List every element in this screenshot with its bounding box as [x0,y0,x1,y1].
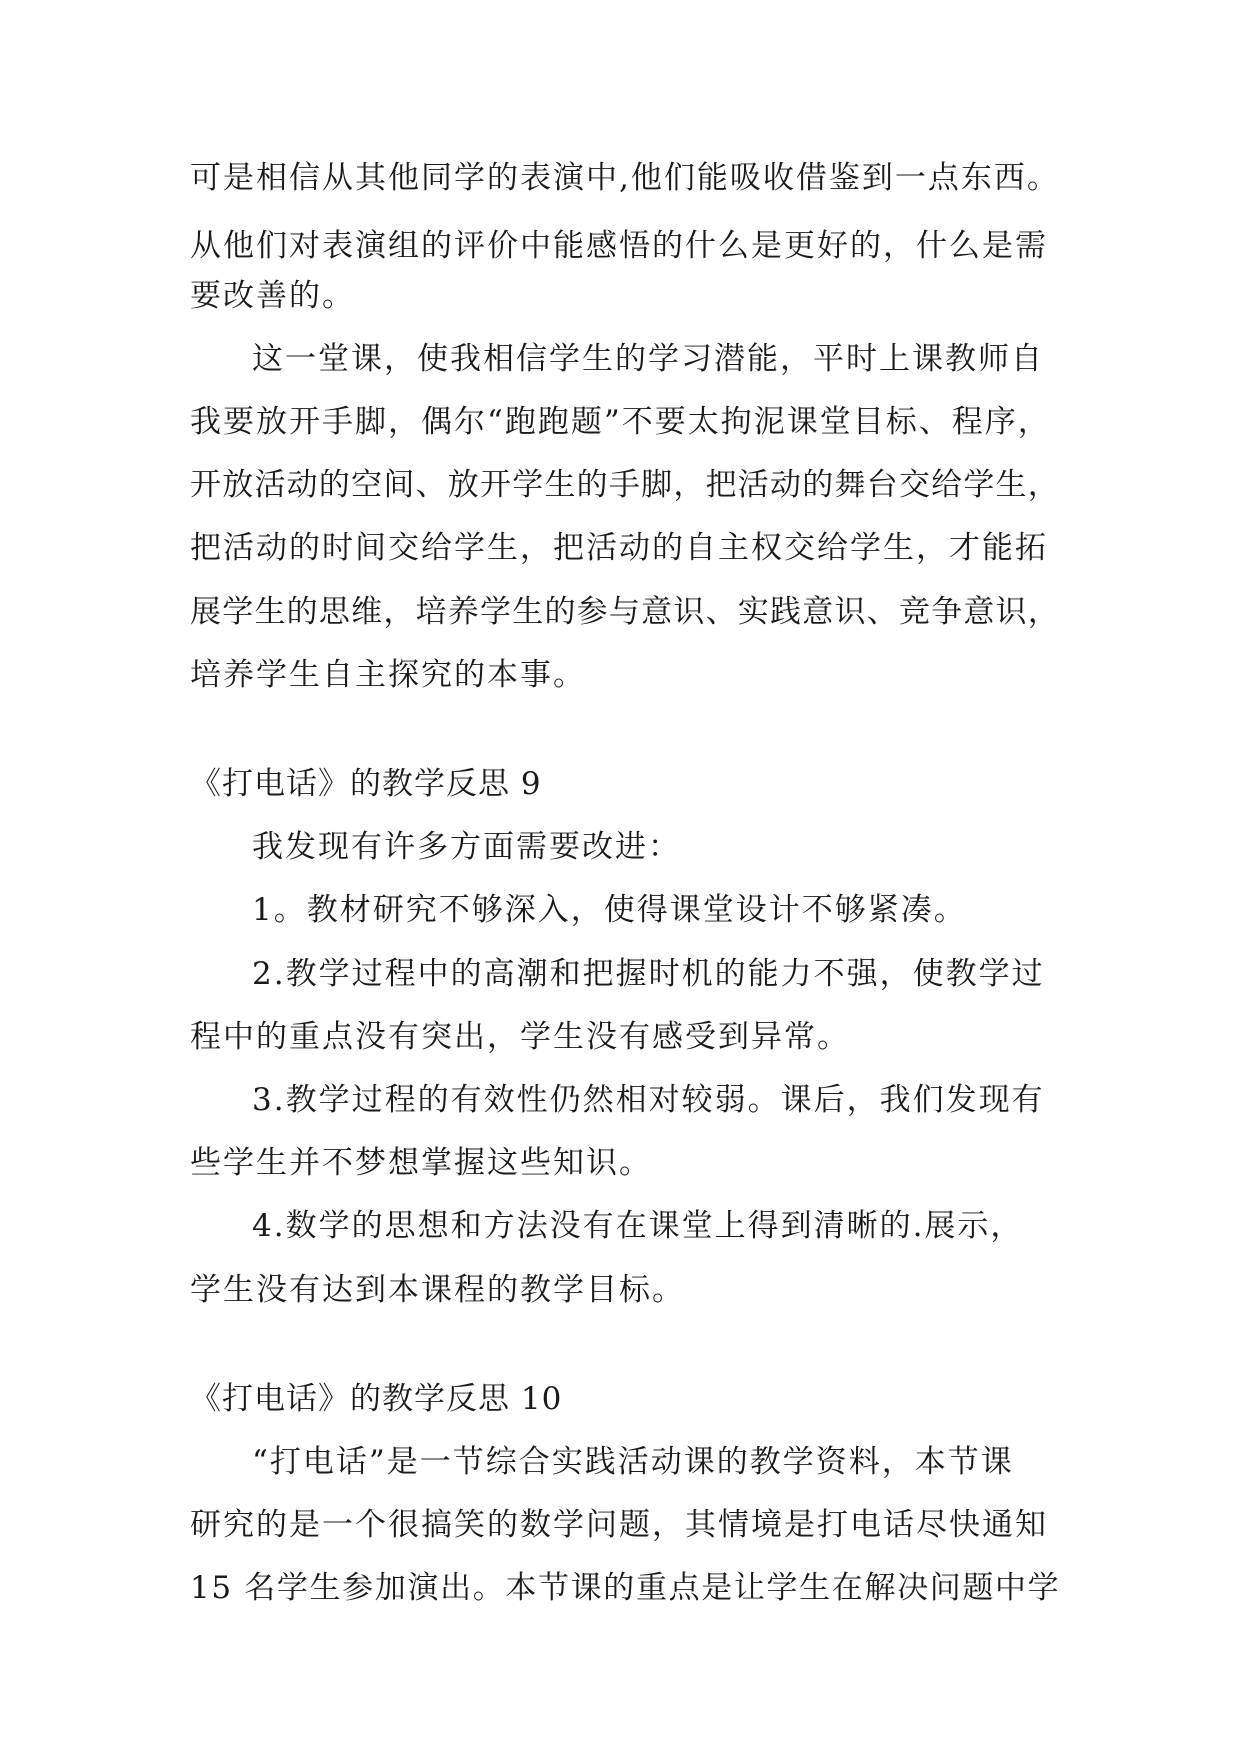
paragraph-line: 15 名学生参加演出。本节课的重点是让学生在解决问题中学 [190,1570,1061,1606]
list-item-3: 3.教学过程的有效性仍然相对较弱。课后，我们发现有 [252,1082,1045,1118]
paragraph-line: 培养学生自主探究的本事。 [190,657,586,693]
list-item-4-cont: 学生没有达到本课程的教学目标。 [190,1272,685,1308]
list-item-4: 4.数学的思想和方法没有在课堂上得到清晰的.展示， [252,1208,1024,1244]
section-heading-9: 《打电话》的教学反思 9 [190,766,542,802]
paragraph-line: “打电话”是一节综合实践活动课的教学资料，本节课 [252,1444,1014,1480]
paragraph-line: 我要放开手脚，偶尔“跑跑题”不要太拘泥课堂目标、程序， [190,404,1051,440]
paragraph-line: 研究的是一个很搞笑的数学问题，其情境是打电话尽快通知 [190,1507,1048,1543]
list-item-1: 1。教材研究不够深入，使得课堂设计不够紧凑。 [252,892,967,928]
list-item-3-cont: 些学生并不梦想掌握这些知识。 [190,1145,652,1181]
paragraph-line: 从他们对表演组的评价中能感悟的什么是更好的，什么是需 [190,228,1048,264]
paragraph-line: 可是相信从其他同学的表演中,他们能吸收借鉴到一点东西。 [190,160,1060,196]
paragraph-line: 开放活动的空间、放开学生的手脚，把活动的舞台交给学生， [190,467,1060,503]
paragraph-line: 展学生的思维，培养学生的参与意识、实践意识、竞争意识， [190,594,1060,630]
paragraph-line: 要改善的。 [190,278,355,314]
section-heading-10: 《打电话》的教学反思 10 [190,1381,563,1417]
paragraph-line: 这一堂课，使我相信学生的学习潜能，平时上课教师自 [252,341,1044,377]
list-item-2: 2.教学过程中的高潮和把握时机的能力不强，使教学过 [252,956,1045,992]
list-item-2-cont: 程中的重点没有突出，学生没有感受到异常。 [190,1019,850,1055]
paragraph-line: 把活动的时间交给学生，把活动的自主权交给学生，才能拓 [190,530,1048,566]
section-intro: 我发现有许多方面需要改进： [252,829,681,865]
